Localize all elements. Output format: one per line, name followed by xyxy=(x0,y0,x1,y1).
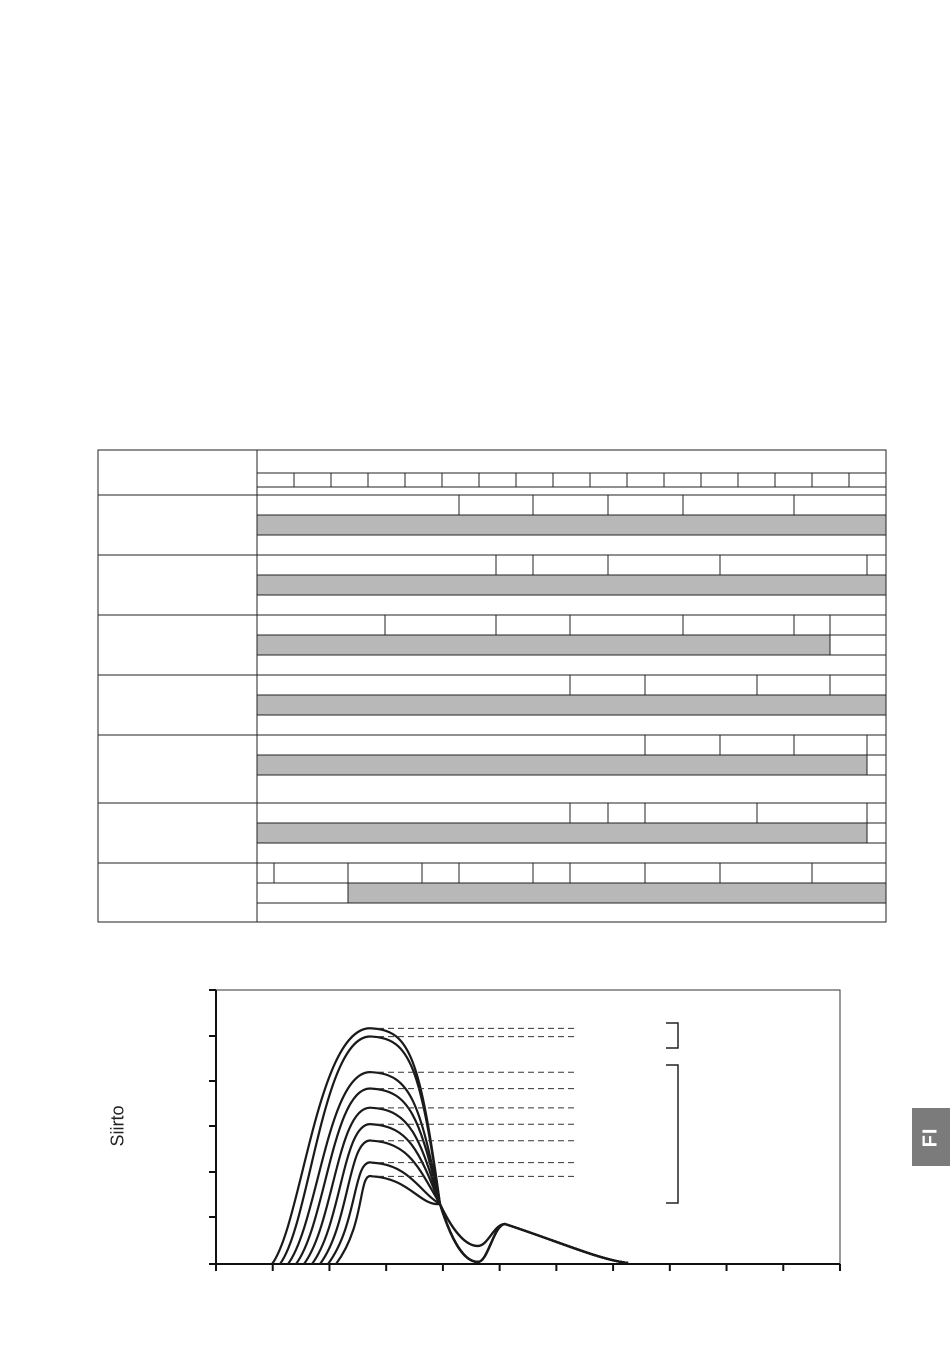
language-tab[interactable] xyxy=(912,1108,950,1166)
bracket-upper xyxy=(666,1023,678,1048)
series-line-9 xyxy=(336,1176,628,1264)
bracket-lower xyxy=(666,1065,678,1203)
y-axis-label: Siirto xyxy=(107,1105,128,1147)
plot-frame xyxy=(216,990,840,1264)
language-tab-label: FI xyxy=(919,1127,942,1147)
series-line-8 xyxy=(328,1162,628,1264)
